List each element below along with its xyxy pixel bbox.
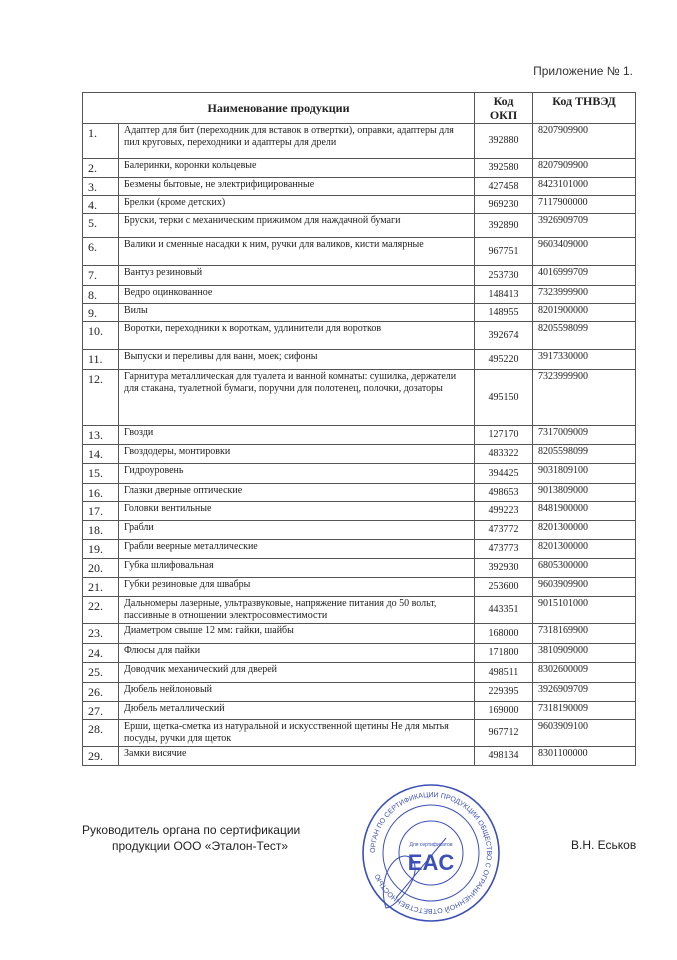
tnved-code: 8201900000 (533, 304, 636, 322)
certification-stamp (356, 778, 506, 928)
signer-name: В.Н. Еськов (571, 838, 637, 852)
row-number: 27. (83, 702, 119, 720)
tnved-code: 9603909900 (533, 578, 636, 597)
table-row (83, 426, 636, 445)
row-number: 9. (83, 304, 119, 322)
tnved-code: 9013809000 (533, 484, 636, 502)
table-row (83, 196, 636, 214)
table-row (83, 286, 636, 304)
tnved-code: 7323999900 (533, 370, 636, 426)
row-number: 11. (83, 350, 119, 370)
okp-code: 392674 (475, 322, 533, 350)
tnved-code: 9015101000 (533, 597, 636, 624)
okp-code: 473773 (475, 540, 533, 559)
row-number: 19. (83, 540, 119, 559)
row-number: 23. (83, 624, 119, 644)
table-row (83, 747, 636, 766)
table-row (83, 521, 636, 540)
tnved-code: 3926909709 (533, 214, 636, 238)
product-name: Ерши, щетка-сметка из натуральной и искусственной щетины Не для мытья посуды, ручки для щеток (119, 720, 475, 747)
table-row (83, 624, 636, 644)
okp-code: 443351 (475, 597, 533, 624)
row-number: 6. (83, 238, 119, 266)
table-row (83, 266, 636, 286)
tnved-code: 4016999709 (533, 266, 636, 286)
product-name: Гидроуровень (119, 464, 475, 484)
okp-code: 495220 (475, 350, 533, 370)
table-row (83, 597, 636, 624)
okp-code: 473772 (475, 521, 533, 540)
table-row (83, 702, 636, 720)
tnved-code: 9603409000 (533, 238, 636, 266)
product-name: Гвозди (119, 426, 475, 445)
row-number: 4. (83, 196, 119, 214)
row-number: 13. (83, 426, 119, 445)
okp-code: 127170 (475, 426, 533, 445)
tnved-code: 6805300000 (533, 559, 636, 578)
row-number: 17. (83, 502, 119, 521)
row-number: 10. (83, 322, 119, 350)
row-number: 5. (83, 214, 119, 238)
table-row (83, 644, 636, 663)
okp-code: 498653 (475, 484, 533, 502)
okp-code: 169000 (475, 702, 533, 720)
table-row (83, 663, 636, 683)
product-name: Дюбель нейлоновый (119, 683, 475, 702)
okp-code: 498511 (475, 663, 533, 683)
okp-code: 168000 (475, 624, 533, 644)
table-row (83, 720, 636, 747)
table-row (83, 559, 636, 578)
tnved-code: 3810909000 (533, 644, 636, 663)
signatory-position (82, 822, 300, 854)
eac-mark: EAC (407, 850, 455, 875)
okp-code: 967712 (475, 720, 533, 747)
row-number: 1. (83, 124, 119, 159)
row-number: 20. (83, 559, 119, 578)
product-name: Гарнитура металлическая для туалета и ванной комнаты: сушилка, держатели для стакана, туалетной бумаги, поручни для полотенец, полочки, дозаторы (119, 370, 475, 426)
product-name: Грабли веерные металлические (119, 540, 475, 559)
header-okp: Код ОКП (475, 93, 533, 124)
okp-code: 394425 (475, 464, 533, 484)
table-header (83, 93, 636, 124)
okp-code: 392930 (475, 559, 533, 578)
product-name: Балеринки, коронки кольцевые (119, 159, 475, 178)
table-row (83, 124, 636, 159)
table-row (83, 578, 636, 597)
product-name: Глазки дверные оптические (119, 484, 475, 502)
product-name: Губка шлифовальная (119, 559, 475, 578)
tnved-code: 8423101000 (533, 178, 636, 196)
table-row (83, 464, 636, 484)
product-name: Воротки, переходники к вороткам, удлинители для воротков (119, 322, 475, 350)
okp-code: 253730 (475, 266, 533, 286)
table-row (83, 238, 636, 266)
product-name: Адаптер для бит (переходник для вставок в отвертки), оправки, адаптеры для пил круговых, переходники и адаптеры для дрели (119, 124, 475, 159)
table-row (83, 683, 636, 702)
product-name: Дальномеры лазерные, ультразвуковые, напряжение питания до 50 вольт, пассивные в отношении электросовместимости (119, 597, 475, 624)
okp-code: 495150 (475, 370, 533, 426)
product-name: Ведро оцинкованное (119, 286, 475, 304)
row-number: 24. (83, 644, 119, 663)
tnved-code: 8207909900 (533, 124, 636, 159)
okp-code: 148413 (475, 286, 533, 304)
tnved-code: 8301100000 (533, 747, 636, 766)
okp-code: 499223 (475, 502, 533, 521)
table-row (83, 178, 636, 196)
okp-code: 969230 (475, 196, 533, 214)
tnved-code: 8207909900 (533, 159, 636, 178)
okp-code: 229395 (475, 683, 533, 702)
product-name: Губки резиновые для швабры (119, 578, 475, 597)
row-number: 2. (83, 159, 119, 178)
table-row (83, 159, 636, 178)
tnved-code: 7317009009 (533, 426, 636, 445)
product-name: Гвоздодеры, монтировки (119, 445, 475, 464)
row-number: 25. (83, 663, 119, 683)
table-row (83, 350, 636, 370)
tnved-code: 7318169900 (533, 624, 636, 644)
row-number: 14. (83, 445, 119, 464)
tnved-code: 8201300000 (533, 521, 636, 540)
tnved-code: 9031809100 (533, 464, 636, 484)
table-row (83, 540, 636, 559)
product-name: Флюсы для пайки (119, 644, 475, 663)
product-name: Диаметром свыше 12 мм: гайки, шайбы (119, 624, 475, 644)
tnved-code: 8481900000 (533, 502, 636, 521)
product-name: Грабли (119, 521, 475, 540)
tnved-code: 8205598099 (533, 445, 636, 464)
row-number: 7. (83, 266, 119, 286)
row-number: 26. (83, 683, 119, 702)
tnved-code: 8201300000 (533, 540, 636, 559)
product-name: Валики и сменные насадки к ним, ручки для валиков, кисти малярные (119, 238, 475, 266)
product-name: Брелки (кроме детских) (119, 196, 475, 214)
okp-code: 392580 (475, 159, 533, 178)
product-name: Вилы (119, 304, 475, 322)
okp-code: 967751 (475, 238, 533, 266)
okp-code: 392890 (475, 214, 533, 238)
product-name: Дюбель металлический (119, 702, 475, 720)
okp-code: 498134 (475, 747, 533, 766)
stamp-ring-text: ОРГАН ПО СЕРТИФИКАЦИИ ПРОДУКЦИИ ОБЩЕСТВО С ОГРАНИЧЕННОЙ ОТВЕТСТВЕННОСТЬЮ (369, 791, 493, 915)
tnved-code: 3917330000 (533, 350, 636, 370)
okp-code: 392880 (475, 124, 533, 159)
appendix-label: Приложение № 1. (533, 64, 633, 78)
okp-code: 427458 (475, 178, 533, 196)
okp-code: 148955 (475, 304, 533, 322)
product-name: Безмены бытовые, не электрифицированные (119, 178, 475, 196)
row-number: 8. (83, 286, 119, 304)
stamp-center-text: Для сертификатов (409, 842, 453, 848)
table-row (83, 445, 636, 464)
row-number: 28. (83, 720, 119, 747)
row-number: 21. (83, 578, 119, 597)
tnved-code: 8205598099 (533, 322, 636, 350)
product-name: Выпуски и переливы для ванн, моек; сифоны (119, 350, 475, 370)
tnved-code: 7323999900 (533, 286, 636, 304)
table-row (83, 502, 636, 521)
table-row (83, 214, 636, 238)
product-name: Доводчик механический для дверей (119, 663, 475, 683)
okp-code: 253600 (475, 578, 533, 597)
table-row (83, 304, 636, 322)
header-tnved: Код ТНВЭД (533, 93, 636, 124)
product-name: Вантуз резиновый (119, 266, 475, 286)
row-number: 18. (83, 521, 119, 540)
product-name: Замки висячие (119, 747, 475, 766)
row-number: 29. (83, 747, 119, 766)
okp-code: 171800 (475, 644, 533, 663)
tnved-code: 3926909709 (533, 683, 636, 702)
tnved-code: 8302600009 (533, 663, 636, 683)
row-number: 22. (83, 597, 119, 624)
tnved-code: 7117900000 (533, 196, 636, 214)
row-number: 12. (83, 370, 119, 426)
table-row (83, 484, 636, 502)
table-row (83, 322, 636, 350)
position-line-1: Руководитель органа по сертификации (82, 823, 301, 837)
product-name: Бруски, терки с механическим прижимом для наждачной бумаги (119, 214, 475, 238)
table-row (83, 370, 636, 426)
tnved-code: 9603909100 (533, 720, 636, 747)
row-number: 15. (83, 464, 119, 484)
product-name: Головки вентильные (119, 502, 475, 521)
tnved-code: 7318190009 (533, 702, 636, 720)
products-table (82, 92, 636, 766)
position-line-2: продукции ООО «Эталон-Тест» (112, 839, 289, 853)
row-number: 16. (83, 484, 119, 502)
okp-code: 483322 (475, 445, 533, 464)
row-number: 3. (83, 178, 119, 196)
header-name: Наименование продукции (83, 93, 475, 124)
